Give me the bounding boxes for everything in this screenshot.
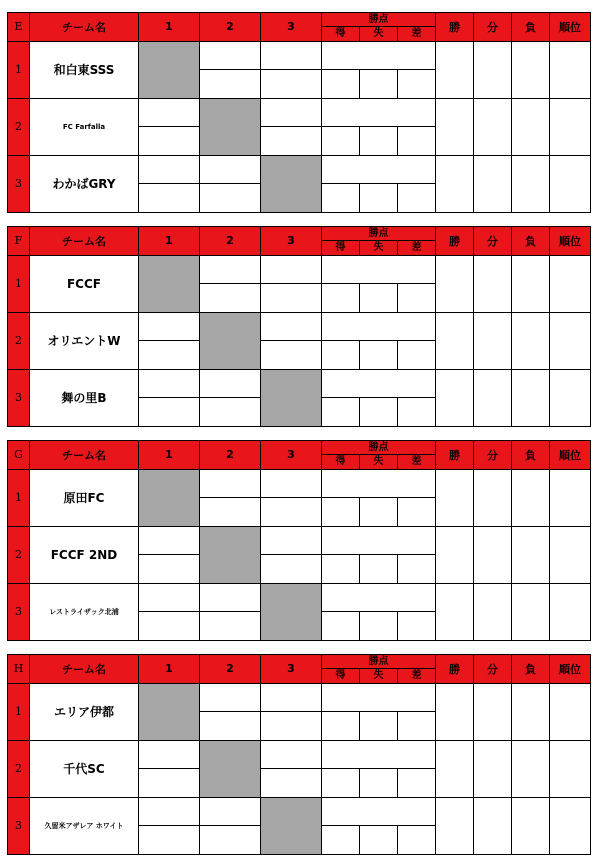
goals-scored-cell[interactable] (322, 341, 360, 370)
header-wins: 勝 (436, 227, 474, 256)
header-points: 勝点 (322, 13, 436, 27)
group-letter: G (8, 441, 30, 470)
header-diff: 差 (398, 455, 436, 469)
match-score-cell[interactable] (261, 312, 322, 341)
match-score-cell[interactable] (139, 98, 200, 127)
goal-diff-cell[interactable] (398, 70, 436, 99)
header-team-name: チーム名 (30, 13, 139, 42)
team-name: わかばGRY (30, 155, 139, 212)
goal-diff-cell[interactable] (398, 498, 436, 527)
match-result-cell[interactable] (139, 612, 200, 641)
losses-cell[interactable] (512, 740, 550, 797)
goals-conceded-cell[interactable] (360, 284, 398, 313)
goals-conceded-cell[interactable] (360, 498, 398, 527)
header-draws: 分 (474, 13, 512, 42)
goal-diff-cell[interactable] (398, 555, 436, 584)
points-cell[interactable] (322, 255, 436, 284)
header-opponent-3: 3 (261, 227, 322, 256)
match-score-cell[interactable] (261, 469, 322, 498)
goals-scored-cell[interactable] (322, 555, 360, 584)
match-score-cell[interactable] (139, 155, 200, 184)
match-result-cell[interactable] (139, 341, 200, 370)
rank-cell[interactable] (550, 740, 591, 797)
header-conceded: 失 (360, 669, 398, 683)
goals-scored-cell[interactable] (322, 769, 360, 798)
losses-cell[interactable] (512, 155, 550, 212)
match-score-cell[interactable] (139, 312, 200, 341)
draws-cell[interactable] (474, 369, 512, 426)
team-name: FCCF (30, 255, 139, 312)
self-match-cell (139, 683, 200, 740)
goals-conceded-cell[interactable] (360, 341, 398, 370)
match-score-cell[interactable] (261, 683, 322, 712)
match-score-cell[interactable] (139, 526, 200, 555)
match-result-cell[interactable] (200, 498, 261, 527)
header-draws: 分 (474, 227, 512, 256)
goals-scored-cell[interactable] (322, 712, 360, 741)
match-result-cell[interactable] (139, 398, 200, 427)
goals-scored-cell[interactable] (322, 398, 360, 427)
match-result-cell[interactable] (261, 498, 322, 527)
header-losses: 負 (512, 655, 550, 684)
match-result-cell[interactable] (139, 184, 200, 213)
rank-cell[interactable] (550, 369, 591, 426)
match-score-cell[interactable] (139, 369, 200, 398)
wins-cell[interactable] (436, 683, 474, 740)
match-score-cell[interactable] (261, 41, 322, 70)
header-scored: 得 (322, 241, 360, 255)
group-h-table (7, 654, 590, 855)
team-number: 1 (8, 469, 30, 526)
goals-scored-cell[interactable] (322, 612, 360, 641)
match-score-cell[interactable] (200, 41, 261, 70)
header-opponent-1: 1 (139, 441, 200, 470)
points-cell[interactable] (322, 683, 436, 712)
wins-cell[interactable] (436, 583, 474, 640)
group-g-table (7, 440, 590, 641)
wins-cell[interactable] (436, 312, 474, 369)
self-match-cell (139, 469, 200, 526)
match-score-cell[interactable] (200, 255, 261, 284)
header-rank: 順位 (550, 13, 591, 42)
header-rank: 順位 (550, 227, 591, 256)
points-cell[interactable] (322, 469, 436, 498)
self-match-cell (139, 41, 200, 98)
match-result-cell[interactable] (200, 612, 261, 641)
points-cell[interactable] (322, 41, 436, 70)
match-result-cell[interactable] (139, 769, 200, 798)
header-losses: 負 (512, 227, 550, 256)
goals-scored-cell[interactable] (322, 184, 360, 213)
team-name: 和白東SSS (30, 41, 139, 98)
header-opponent-2: 2 (200, 13, 261, 42)
header-wins: 勝 (436, 655, 474, 684)
match-result-cell[interactable] (200, 184, 261, 213)
team-name: 原田FC (30, 469, 139, 526)
header-opponent-2: 2 (200, 655, 261, 684)
wins-cell[interactable] (436, 98, 474, 155)
wins-cell[interactable] (436, 255, 474, 312)
team-name: 久留米アザレア ホワイト (30, 797, 139, 854)
group-letter: E (8, 13, 30, 42)
goals-conceded-cell[interactable] (360, 184, 398, 213)
team-name: レストライザック北浦 (30, 583, 139, 640)
goals-conceded-cell[interactable] (360, 70, 398, 99)
header-scored: 得 (322, 669, 360, 683)
match-score-cell[interactable] (261, 526, 322, 555)
goals-scored-cell[interactable] (322, 498, 360, 527)
losses-cell[interactable] (512, 526, 550, 583)
header-scored: 得 (322, 27, 360, 41)
team-name: エリア伊都 (30, 683, 139, 740)
header-losses: 負 (512, 441, 550, 470)
header-scored: 得 (322, 455, 360, 469)
goal-diff-cell[interactable] (398, 769, 436, 798)
draws-cell[interactable] (474, 683, 512, 740)
match-score-cell[interactable] (139, 797, 200, 826)
team-number: 1 (8, 41, 30, 98)
header-rank: 順位 (550, 441, 591, 470)
goal-diff-cell[interactable] (398, 612, 436, 641)
match-score-cell[interactable] (200, 683, 261, 712)
losses-cell[interactable] (512, 469, 550, 526)
match-result-cell[interactable] (261, 284, 322, 313)
goal-diff-cell[interactable] (398, 826, 436, 855)
header-draws: 分 (474, 441, 512, 470)
header-losses: 負 (512, 13, 550, 42)
self-match-cell (261, 797, 322, 854)
match-result-cell[interactable] (200, 284, 261, 313)
team-number: 1 (8, 683, 30, 740)
losses-cell[interactable] (512, 98, 550, 155)
draws-cell[interactable] (474, 41, 512, 98)
draws-cell[interactable] (474, 740, 512, 797)
match-score-cell[interactable] (200, 155, 261, 184)
losses-cell[interactable] (512, 41, 550, 98)
header-opponent-1: 1 (139, 655, 200, 684)
header-opponent-3: 3 (261, 441, 322, 470)
header-rank: 順位 (550, 655, 591, 684)
team-name: 千代SC (30, 740, 139, 797)
header-conceded: 失 (360, 27, 398, 41)
team-number: 2 (8, 526, 30, 583)
header-conceded: 失 (360, 455, 398, 469)
losses-cell[interactable] (512, 797, 550, 854)
header-draws: 分 (474, 655, 512, 684)
match-score-cell[interactable] (139, 583, 200, 612)
match-score-cell[interactable] (261, 740, 322, 769)
header-points: 勝点 (322, 441, 436, 455)
header-opponent-1: 1 (139, 13, 200, 42)
self-match-cell (200, 98, 261, 155)
goals-conceded-cell[interactable] (360, 826, 398, 855)
team-number: 2 (8, 740, 30, 797)
team-number: 2 (8, 98, 30, 155)
wins-cell[interactable] (436, 740, 474, 797)
goals-scored-cell[interactable] (322, 70, 360, 99)
goals-conceded-cell[interactable] (360, 612, 398, 641)
losses-cell[interactable] (512, 683, 550, 740)
self-match-cell (261, 583, 322, 640)
group-f-table (7, 226, 590, 427)
header-opponent-3: 3 (261, 655, 322, 684)
match-score-cell[interactable] (200, 469, 261, 498)
goals-conceded-cell[interactable] (360, 769, 398, 798)
goal-diff-cell[interactable] (398, 184, 436, 213)
rank-cell[interactable] (550, 526, 591, 583)
header-team-name: チーム名 (30, 227, 139, 256)
team-name: オリエントW (30, 312, 139, 369)
draws-cell[interactable] (474, 98, 512, 155)
wins-cell[interactable] (436, 797, 474, 854)
goals-scored-cell[interactable] (322, 127, 360, 156)
match-score-cell[interactable] (139, 740, 200, 769)
goals-conceded-cell[interactable] (360, 398, 398, 427)
match-result-cell[interactable] (200, 712, 261, 741)
rank-cell[interactable] (550, 155, 591, 212)
self-match-cell (200, 740, 261, 797)
goals-conceded-cell[interactable] (360, 127, 398, 156)
header-opponent-2: 2 (200, 227, 261, 256)
wins-cell[interactable] (436, 469, 474, 526)
group-e-table (7, 12, 590, 213)
rank-cell[interactable] (550, 98, 591, 155)
match-result-cell[interactable] (261, 127, 322, 156)
points-cell[interactable] (322, 312, 436, 341)
rank-cell[interactable] (550, 683, 591, 740)
header-diff: 差 (398, 27, 436, 41)
header-wins: 勝 (436, 441, 474, 470)
team-name: FCCF 2ND (30, 526, 139, 583)
match-score-cell[interactable] (261, 98, 322, 127)
points-cell[interactable] (322, 583, 436, 612)
goals-conceded-cell[interactable] (360, 555, 398, 584)
losses-cell[interactable] (512, 369, 550, 426)
match-score-cell[interactable] (200, 369, 261, 398)
goals-conceded-cell[interactable] (360, 712, 398, 741)
header-conceded: 失 (360, 241, 398, 255)
match-result-cell[interactable] (200, 398, 261, 427)
draws-cell[interactable] (474, 797, 512, 854)
losses-cell[interactable] (512, 255, 550, 312)
draws-cell[interactable] (474, 312, 512, 369)
draws-cell[interactable] (474, 583, 512, 640)
match-result-cell[interactable] (139, 555, 200, 584)
wins-cell[interactable] (436, 526, 474, 583)
points-cell[interactable] (322, 155, 436, 184)
match-score-cell[interactable] (261, 255, 322, 284)
header-wins: 勝 (436, 13, 474, 42)
rank-cell[interactable] (550, 41, 591, 98)
match-result-cell[interactable] (261, 712, 322, 741)
goals-scored-cell[interactable] (322, 826, 360, 855)
draws-cell[interactable] (474, 526, 512, 583)
goal-diff-cell[interactable] (398, 284, 436, 313)
team-number: 2 (8, 312, 30, 369)
match-result-cell[interactable] (139, 826, 200, 855)
team-number: 3 (8, 369, 30, 426)
rank-cell[interactable] (550, 255, 591, 312)
match-result-cell[interactable] (200, 826, 261, 855)
goals-scored-cell[interactable] (322, 284, 360, 313)
rank-cell[interactable] (550, 583, 591, 640)
rank-cell[interactable] (550, 469, 591, 526)
match-result-cell[interactable] (261, 70, 322, 99)
header-opponent-1: 1 (139, 227, 200, 256)
match-result-cell[interactable] (139, 127, 200, 156)
match-score-cell[interactable] (200, 583, 261, 612)
self-match-cell (261, 369, 322, 426)
goal-diff-cell[interactable] (398, 341, 436, 370)
match-result-cell[interactable] (261, 341, 322, 370)
team-number: 3 (8, 797, 30, 854)
team-name: FC Farfalla (30, 98, 139, 155)
group-letter: H (8, 655, 30, 684)
goal-diff-cell[interactable] (398, 712, 436, 741)
team-number: 3 (8, 155, 30, 212)
match-result-cell[interactable] (261, 555, 322, 584)
self-match-cell (200, 312, 261, 369)
rank-cell[interactable] (550, 312, 591, 369)
losses-cell[interactable] (512, 312, 550, 369)
header-diff: 差 (398, 241, 436, 255)
points-cell[interactable] (322, 98, 436, 127)
team-number: 1 (8, 255, 30, 312)
points-cell[interactable] (322, 369, 436, 398)
points-cell[interactable] (322, 740, 436, 769)
draws-cell[interactable] (474, 255, 512, 312)
team-number: 3 (8, 583, 30, 640)
losses-cell[interactable] (512, 583, 550, 640)
header-opponent-3: 3 (261, 13, 322, 42)
match-result-cell[interactable] (200, 70, 261, 99)
self-match-cell (261, 155, 322, 212)
wins-cell[interactable] (436, 369, 474, 426)
header-diff: 差 (398, 669, 436, 683)
draws-cell[interactable] (474, 469, 512, 526)
match-score-cell[interactable] (200, 797, 261, 826)
group-letter: F (8, 227, 30, 256)
header-team-name: チーム名 (30, 441, 139, 470)
rank-cell[interactable] (550, 797, 591, 854)
header-points: 勝点 (322, 227, 436, 241)
team-name: 舞の里B (30, 369, 139, 426)
header-points: 勝点 (322, 655, 436, 669)
wins-cell[interactable] (436, 155, 474, 212)
header-team-name: チーム名 (30, 655, 139, 684)
goal-diff-cell[interactable] (398, 127, 436, 156)
match-result-cell[interactable] (261, 769, 322, 798)
points-cell[interactable] (322, 797, 436, 826)
draws-cell[interactable] (474, 155, 512, 212)
self-match-cell (139, 255, 200, 312)
self-match-cell (200, 526, 261, 583)
goal-diff-cell[interactable] (398, 398, 436, 427)
header-opponent-2: 2 (200, 441, 261, 470)
points-cell[interactable] (322, 526, 436, 555)
wins-cell[interactable] (436, 41, 474, 98)
